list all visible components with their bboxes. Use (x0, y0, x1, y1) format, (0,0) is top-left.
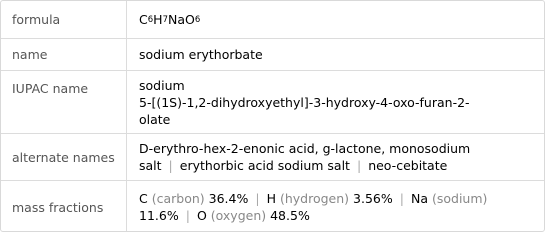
alternate-name: salt (139, 158, 162, 173)
element-symbol: C (139, 191, 148, 206)
alternate-names-line-1 (139, 140, 538, 157)
formula-row (1, 1, 544, 38)
iupac-value (139, 71, 538, 133)
formula-part: C (139, 12, 148, 27)
separator: | (168, 158, 173, 173)
mass-fractions-value (139, 181, 538, 232)
formula-value: C 6 H 7 NaO 6 (139, 12, 201, 27)
element-name: (oxygen) (210, 208, 267, 223)
mass-fractions-label: mass fractions (1, 181, 127, 232)
iupac-row (1, 70, 544, 133)
formula-part: NaO (167, 12, 195, 27)
formula-label: formula (1, 1, 127, 38)
element-symbol: H (266, 191, 276, 206)
alternate-name: D-erythro-hex-2-enonic acid, g-lactone, monosodium (139, 141, 471, 156)
name-value: sodium erythorbate (139, 47, 263, 62)
alternate-name: neo-cebitate (368, 158, 448, 173)
alternate-names-line-2 (139, 157, 538, 174)
element-fraction: 11.6% (139, 208, 179, 223)
iupac-line: 5-[(1S)-1,2-dihydroxyethyl]-3-hydroxy-4-oxo-furan-2- (139, 95, 470, 110)
alternate-names-value (139, 134, 538, 180)
alternate-name: erythorbic acid sodium salt (179, 158, 350, 173)
separator: | (356, 158, 362, 173)
mass-fractions-line-1 (139, 190, 538, 207)
mass-fractions-line-2 (139, 207, 538, 224)
element-symbol: O (196, 208, 207, 223)
name-row (1, 38, 544, 70)
element-symbol: Na (410, 191, 428, 206)
element-fraction: 3.56% (353, 191, 393, 206)
separator: | (185, 208, 190, 223)
separator: | (255, 191, 260, 206)
mass-fractions-row (1, 180, 544, 232)
element-name: (sodium) (431, 191, 488, 206)
separator: | (399, 191, 404, 206)
name-label: name (1, 39, 127, 70)
element-name: (hydrogen) (279, 191, 350, 206)
iupac-line: olate (139, 112, 171, 127)
element-name: (carbon) (151, 191, 205, 206)
formula-part: H (153, 12, 163, 27)
element-fraction: 36.4% (208, 191, 249, 206)
alternate-names-label: alternate names (1, 134, 127, 180)
iupac-line: sodium (139, 78, 185, 93)
element-fraction: 48.5% (270, 208, 310, 223)
alternate-names-row (1, 133, 544, 180)
iupac-label: IUPAC name (1, 71, 127, 133)
